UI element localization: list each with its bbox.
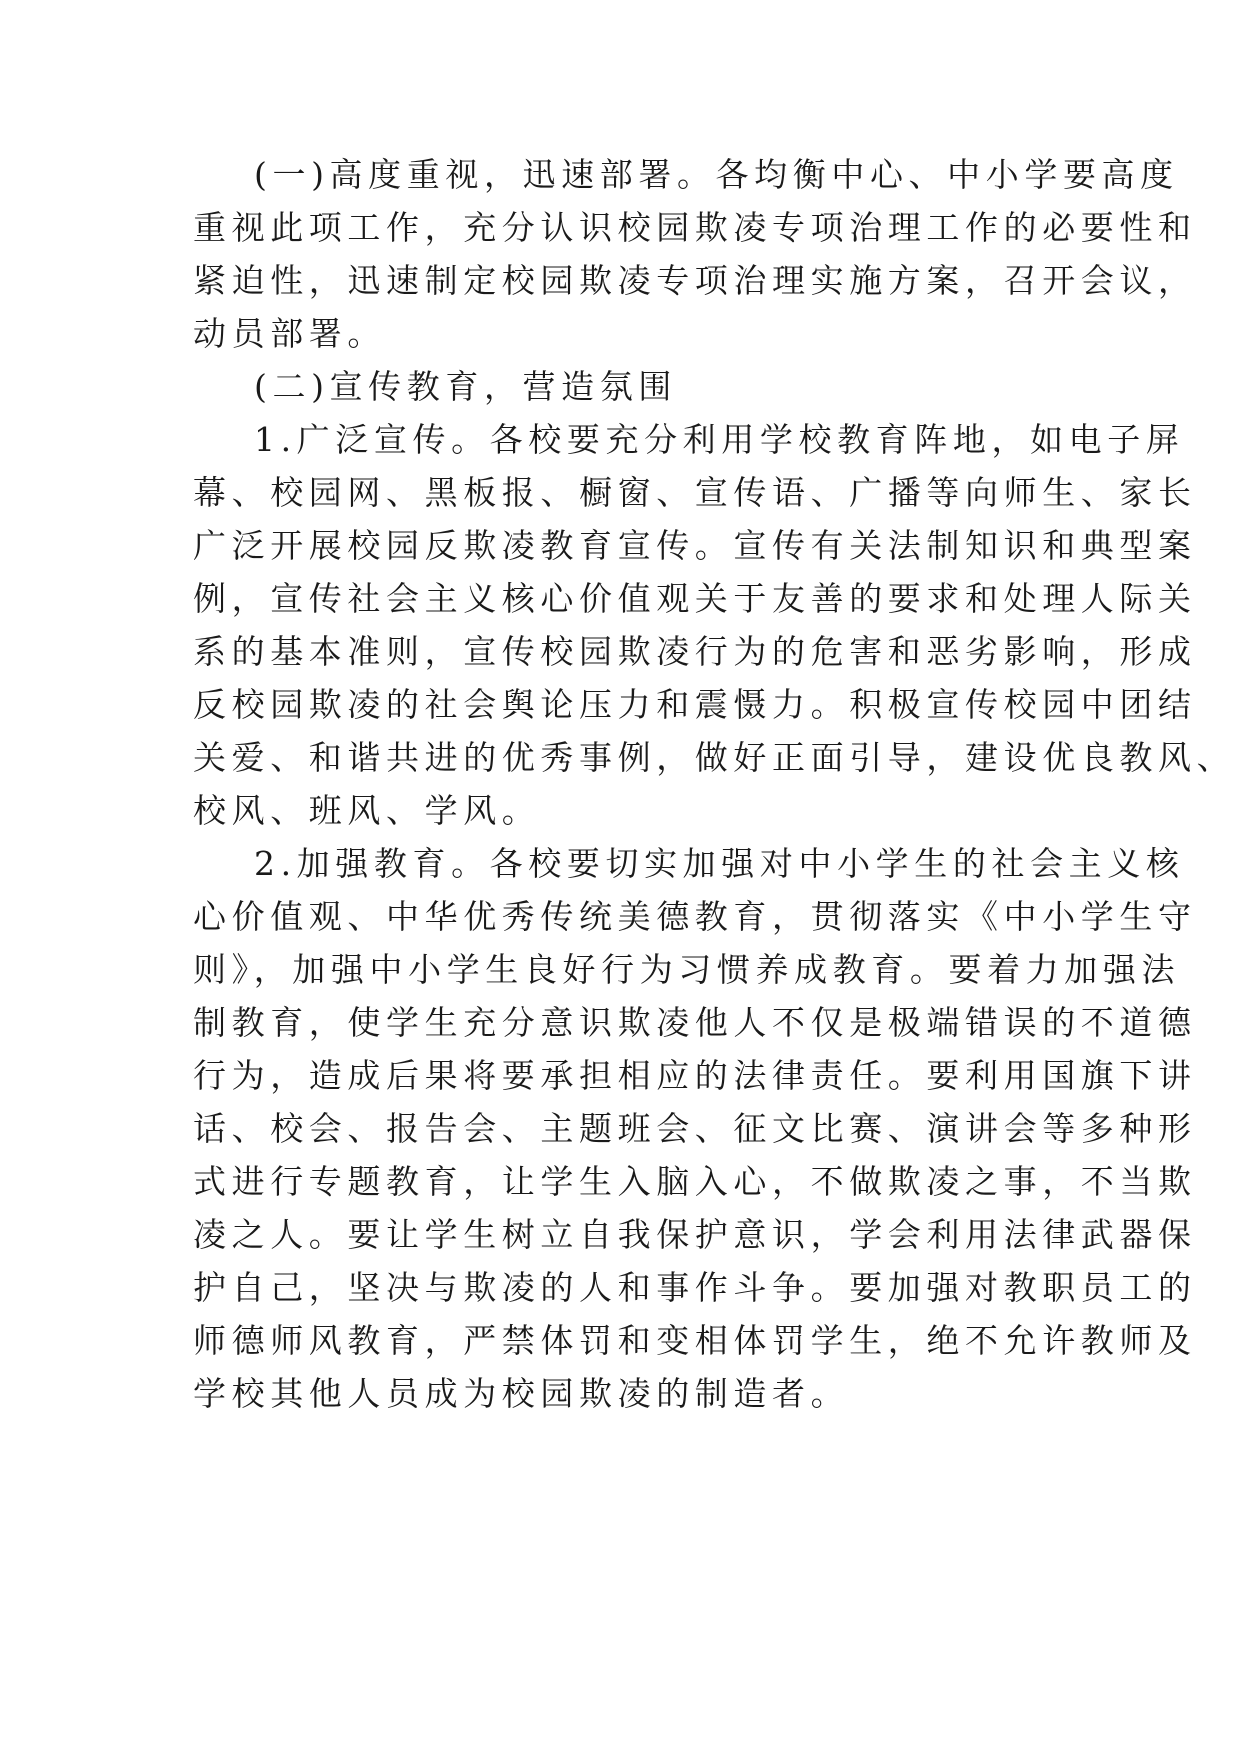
paragraph-3-line-10: 师德师风教育，严禁体罚和变相体罚学生，绝不允许教师及 (193, 1321, 1197, 1360)
paragraph-2-line-3: 广泛开展校园反欺凌教育宣传。宣传有关法制知识和典型案 (193, 526, 1197, 565)
paragraph-3-line-7: 式进行专题教育，让学生入脑入心，不做欺凌之事，不当欺 (193, 1162, 1197, 1201)
paragraph-2-line-5: 系的基本准则，宣传校园欺凌行为的危害和恶劣影响，形成 (193, 632, 1197, 671)
paragraph-3-line-3: 则》，加强中小学生良好行为习惯养成教育。要着力加强法 (193, 950, 1181, 989)
paragraph-3-line-11: 学校其他人员成为校园欺凌的制造者。 (193, 1374, 850, 1413)
paragraph-2-line-1: 1.广泛宣传。各校要充分利用学校教育阵地，如电子屏 (254, 420, 1185, 459)
section-heading-2: (二)宣传教育，营造氛围 (254, 367, 677, 406)
paragraph-2-line-8: 校风、班风、学风。 (193, 791, 541, 830)
paragraph-1-line-3: 紧迫性，迅速制定校园欺凌专项治理实施方案，召开会议， (193, 261, 1197, 300)
paragraph-1-line-1: (一)高度重视，迅速部署。各均衡中心、中小学要高度 (254, 155, 1179, 194)
paragraph-3-line-6: 话、校会、报告会、主题班会、征文比赛、演讲会等多种形 (193, 1109, 1197, 1148)
paragraph-3-line-9: 护自己，坚决与欺凌的人和事作斗争。要加强对教职员工的 (193, 1268, 1197, 1307)
paragraph-2-line-2: 幕、校园网、黑板报、橱窗、宣传语、广播等向师生、家长 (193, 473, 1197, 512)
paragraph-3-line-1: 2.加强教育。各校要切实加强对中小学生的社会主义核 (254, 844, 1185, 883)
paragraph-1-line-2: 重视此项工作，充分认识校园欺凌专项治理工作的必要性和 (193, 208, 1197, 247)
paragraph-2-line-7: 关爱、和谐共进的优秀事例，做好正面引导，建设优良教风、 (193, 738, 1236, 777)
paragraph-2-line-6: 反校园欺凌的社会舆论压力和震慑力。积极宣传校园中团结 (193, 685, 1197, 724)
paragraph-3-line-4: 制教育，使学生充分意识欺凌他人不仅是极端错误的不道德 (193, 1003, 1197, 1042)
paragraph-1-line-4: 动员部署。 (193, 314, 386, 353)
paragraph-3-line-5: 行为，造成后果将要承担相应的法律责任。要利用国旗下讲 (193, 1056, 1197, 1095)
paragraph-3-line-2: 心价值观、中华优秀传统美德教育，贯彻落实《中小学生守 (193, 897, 1197, 936)
paragraph-2-line-4: 例，宣传社会主义核心价值观关于友善的要求和处理人际关 (193, 579, 1197, 618)
paragraph-3-line-8: 凌之人。要让学生树立自我保护意识，学会利用法律武器保 (193, 1215, 1197, 1254)
